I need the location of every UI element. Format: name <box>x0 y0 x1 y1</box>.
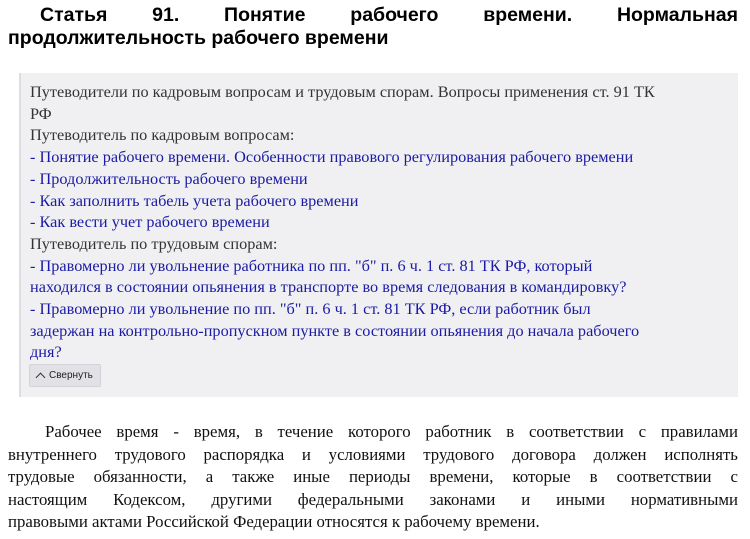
guides-intro-line: РФ <box>30 103 52 123</box>
hr-guide-link-working-time-concept[interactable]: - Понятие рабочего времени. Особенности правового регулирования рабочего времени <box>30 147 634 167</box>
word: обязанности, <box>93 467 187 486</box>
hr-guide-link-timesheet[interactable]: - Как заполнить табель учета рабочего времени <box>30 190 359 210</box>
word: в <box>506 422 515 441</box>
title-word: времени. <box>483 4 573 26</box>
word: трудовые <box>8 467 75 486</box>
word: периоды <box>348 467 411 486</box>
word: трудового <box>114 444 186 464</box>
title-word: Статья <box>40 4 108 26</box>
word: с <box>730 467 738 486</box>
word: соответствии <box>616 467 712 486</box>
word: нормативными <box>630 489 738 509</box>
word: - <box>173 422 179 441</box>
word: в <box>589 467 598 486</box>
word: должен <box>593 444 647 464</box>
hr-guide-heading: Путеводитель по кадровым вопросам: <box>30 125 295 145</box>
collapse-button[interactable] <box>29 364 101 387</box>
title-word: Нормальная <box>616 4 738 26</box>
word: распорядка <box>203 444 285 464</box>
word: Рабочее <box>45 422 102 441</box>
word: договора <box>512 444 576 464</box>
word: также <box>232 467 275 486</box>
word: правилами <box>660 422 738 441</box>
paragraph-line: правовыми актами Российской Федерации относятся к рабочему времени. <box>8 512 540 531</box>
title-word: Понятие <box>224 4 306 26</box>
dispute-link-business-trip[interactable]: находился в состоянии опьянения в транспорте во время следования в командировку? <box>30 277 627 297</box>
guides-panel <box>19 73 738 397</box>
word: иные <box>293 467 330 486</box>
paragraph-line <box>8 466 738 489</box>
word: а <box>205 467 214 486</box>
word: законами <box>429 489 496 509</box>
word: условиями <box>328 444 406 464</box>
article-title <box>8 4 738 50</box>
word: соответствии <box>528 422 624 441</box>
word: исполнять <box>664 444 738 464</box>
word: и <box>521 489 531 509</box>
collapse-button-label: Свернуть <box>49 370 93 381</box>
hr-guide-link-working-time-duration[interactable]: - Продолжительность рабочего времени <box>30 168 308 188</box>
word: течение <box>277 422 334 441</box>
paragraph-line <box>8 489 738 512</box>
word: федеральными <box>297 489 404 509</box>
title-word: рабочего <box>350 4 439 26</box>
word: в <box>254 422 263 441</box>
chevron-up-icon <box>36 372 46 382</box>
word: которого <box>348 422 411 441</box>
guides-intro-line: Путеводители по кадровым вопросам и трудовым спорам. Вопросы применения ст. 91 ТК <box>30 82 655 101</box>
word: трудового <box>423 444 495 464</box>
hr-guide-link-time-accounting[interactable]: - Как вести учет рабочего времени <box>30 212 270 232</box>
word: работник <box>425 422 492 441</box>
word: время, <box>193 422 241 441</box>
dispute-link-checkpoint[interactable]: дня? <box>30 342 62 362</box>
paragraph-line <box>8 421 738 444</box>
title-word: 91. <box>152 4 180 26</box>
disputes-guide-heading: Путеводитель по трудовым спорам: <box>30 233 278 253</box>
word: с <box>638 422 647 441</box>
article-title-line2: продолжительность рабочего времени <box>8 27 389 49</box>
paragraph-line <box>8 444 738 467</box>
dispute-link-business-trip[interactable]: - Правомерно ли увольнение работника по пп. "б" п. 6 ч. 1 ст. 81 ТК РФ, который <box>30 255 593 275</box>
word: Кодексом, <box>113 489 186 509</box>
word: другими <box>211 489 272 509</box>
article-body-paragraph <box>8 421 738 534</box>
word: иными <box>556 489 605 509</box>
dispute-link-checkpoint[interactable]: - Правомерно ли увольнение по пп. "б" п. 6 ч. 1 ст. 81 ТК РФ, если работник был <box>30 299 591 319</box>
article-title-line1 <box>8 4 738 27</box>
dispute-link-checkpoint[interactable]: задержан на контрольно-пропускном пункте в состоянии опьянения до начала рабочего <box>30 320 640 340</box>
word: которые <box>512 467 571 486</box>
word: время <box>116 422 159 441</box>
word: внутреннего <box>8 444 97 464</box>
word: настоящим <box>8 489 88 509</box>
guides-content <box>30 81 730 363</box>
word: времени, <box>429 467 494 486</box>
word: и <box>301 444 311 464</box>
